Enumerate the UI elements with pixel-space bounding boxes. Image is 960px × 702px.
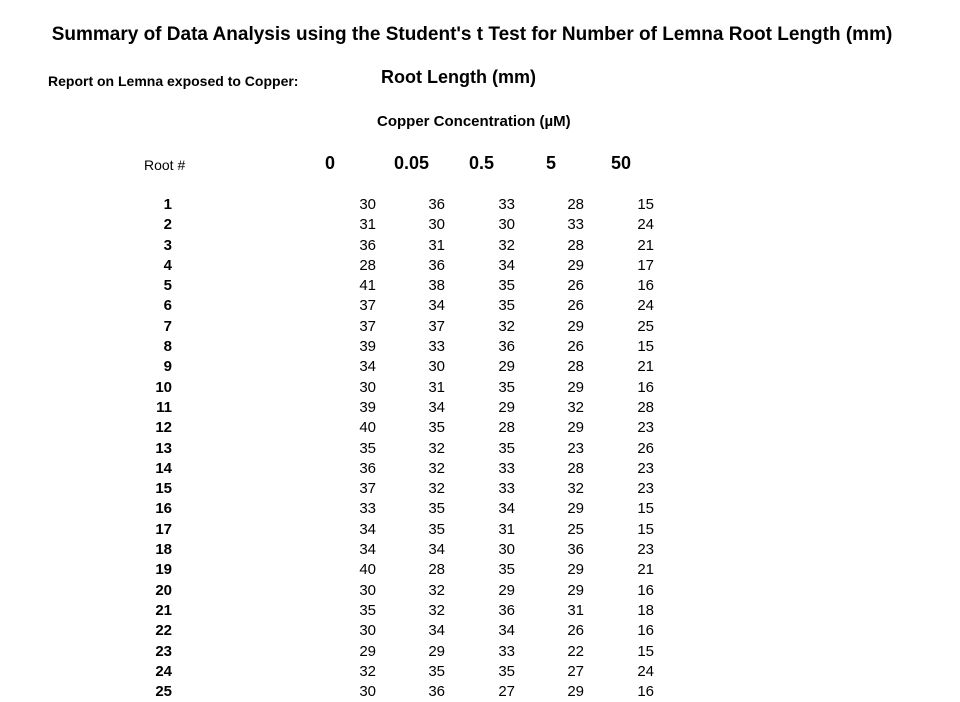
column-header-0-5: 0.5 <box>469 153 495 173</box>
root-number: 4 <box>163 256 172 274</box>
table-cell: 35 <box>498 561 515 579</box>
table-cell: 24 <box>637 216 654 234</box>
root-number: 25 <box>155 683 172 701</box>
table-row <box>0 540 960 560</box>
table-cell: 29 <box>567 317 584 335</box>
table-cell: 35 <box>498 662 515 680</box>
table-row <box>0 662 960 682</box>
table-cell: 35 <box>359 439 376 457</box>
table-cell: 34 <box>498 500 515 518</box>
table-row <box>0 642 960 662</box>
table-cell: 40 <box>359 561 376 579</box>
table-cell: 33 <box>498 642 515 660</box>
table-cell: 34 <box>428 622 445 640</box>
table-cell: 35 <box>498 378 515 396</box>
table-cell: 17 <box>637 256 654 274</box>
column-header-5: 5 <box>546 153 557 173</box>
table-row <box>0 439 960 459</box>
table-cell: 36 <box>498 338 515 356</box>
table-cell: 34 <box>359 358 376 376</box>
table-cell: 39 <box>359 398 376 416</box>
table-cell: 16 <box>637 622 654 640</box>
table-cell: 37 <box>359 297 376 315</box>
table-row <box>0 398 960 418</box>
root-number: 8 <box>163 338 172 356</box>
table-cell: 29 <box>498 358 515 376</box>
table-cell: 34 <box>359 541 376 559</box>
table-cell: 30 <box>359 378 376 396</box>
table-row <box>0 621 960 641</box>
table-cell: 29 <box>498 398 515 416</box>
column-header-0: 0 <box>325 153 336 173</box>
table-cell: 16 <box>637 277 654 295</box>
table-row <box>0 357 960 377</box>
root-number: 9 <box>163 358 172 376</box>
table-row <box>0 601 960 621</box>
table-cell: 32 <box>359 662 376 680</box>
table-cell: 24 <box>637 297 654 315</box>
table-cell: 37 <box>359 480 376 498</box>
table-cell: 36 <box>428 256 445 274</box>
table-cell: 29 <box>428 642 445 660</box>
table-cell: 41 <box>359 277 376 295</box>
table-cell: 29 <box>567 500 584 518</box>
table-cell: 15 <box>637 196 654 213</box>
table-cell: 34 <box>359 520 376 538</box>
table-row <box>0 520 960 540</box>
table-cell: 35 <box>359 601 376 619</box>
table-cell: 30 <box>428 216 445 234</box>
table-cell: 35 <box>498 297 515 315</box>
table-cell: 23 <box>637 541 654 559</box>
table-cell: 36 <box>428 683 445 701</box>
root-number: 15 <box>155 480 172 498</box>
table-cell: 15 <box>637 500 654 518</box>
root-number-header: Root # <box>144 157 186 173</box>
table-cell: 39 <box>359 338 376 356</box>
data-table <box>0 195 960 702</box>
table-cell: 25 <box>637 317 654 335</box>
table-cell: 21 <box>637 561 654 579</box>
table-cell: 40 <box>359 419 376 437</box>
column-header-50: 50 <box>611 153 632 173</box>
root-number: 22 <box>155 622 172 640</box>
table-cell: 15 <box>637 520 654 538</box>
table-cell: 35 <box>498 439 515 457</box>
table-cell: 15 <box>637 338 654 356</box>
page-title: Summary of Data Analysis using the Student's t Test for Number of Lemna Root Length (mm) <box>51 24 893 45</box>
table-cell: 34 <box>428 541 445 559</box>
table-cell: 28 <box>567 196 584 213</box>
table-cell: 33 <box>428 338 445 356</box>
table-cell: 36 <box>428 196 445 213</box>
table-row <box>0 236 960 256</box>
table-cell: 32 <box>428 601 445 619</box>
table-cell: 31 <box>359 216 376 234</box>
table-cell: 32 <box>567 480 584 498</box>
table-row <box>0 296 960 316</box>
root-number: 3 <box>163 236 172 254</box>
table-cell: 36 <box>359 459 376 477</box>
table-cell: 16 <box>637 683 654 701</box>
root-number: 12 <box>155 419 172 437</box>
table-cell: 18 <box>637 601 654 619</box>
table-cell: 27 <box>567 662 584 680</box>
table-row <box>0 337 960 357</box>
table-cell: 32 <box>498 317 515 335</box>
table-row <box>0 276 960 296</box>
table-cell: 30 <box>428 358 445 376</box>
root-number: 2 <box>163 216 172 234</box>
root-number: 6 <box>163 297 172 315</box>
table-cell: 23 <box>567 439 584 457</box>
table-cell: 34 <box>498 256 515 274</box>
table-cell: 38 <box>428 277 445 295</box>
table-cell: 29 <box>567 581 584 599</box>
root-number: 1 <box>163 196 172 213</box>
measure-title: Root Length (mm) <box>381 67 536 87</box>
table-cell: 29 <box>498 581 515 599</box>
table-cell: 31 <box>428 236 445 254</box>
root-number: 13 <box>155 439 172 457</box>
table-row <box>0 378 960 398</box>
table-row <box>0 459 960 479</box>
table-cell: 34 <box>498 622 515 640</box>
table-cell: 31 <box>428 378 445 396</box>
table-cell: 29 <box>359 642 376 660</box>
table-cell: 32 <box>428 439 445 457</box>
table-cell: 28 <box>567 358 584 376</box>
root-number: 20 <box>155 581 172 599</box>
table-cell: 28 <box>567 236 584 254</box>
table-row <box>0 581 960 601</box>
table-cell: 37 <box>359 317 376 335</box>
table-cell: 27 <box>498 683 515 701</box>
table-cell: 28 <box>428 561 445 579</box>
table-cell: 33 <box>498 196 515 213</box>
root-number: 21 <box>155 601 172 619</box>
table-cell: 32 <box>498 236 515 254</box>
table-cell: 34 <box>428 297 445 315</box>
root-number: 24 <box>155 662 172 680</box>
table-cell: 32 <box>428 459 445 477</box>
table-cell: 26 <box>567 297 584 315</box>
table-row <box>0 499 960 519</box>
table-cell: 15 <box>637 642 654 660</box>
column-header-0-05: 0.05 <box>394 153 430 173</box>
table-cell: 29 <box>567 419 584 437</box>
root-number: 17 <box>155 520 172 538</box>
root-number: 10 <box>155 378 172 396</box>
table-cell: 16 <box>637 581 654 599</box>
table-cell: 32 <box>567 398 584 416</box>
table-cell: 28 <box>498 419 515 437</box>
report-label: Report on Lemna exposed to Copper: <box>48 73 299 89</box>
table-cell: 30 <box>498 216 515 234</box>
table-cell: 28 <box>567 459 584 477</box>
table-cell: 35 <box>428 520 445 538</box>
table-cell: 32 <box>428 480 445 498</box>
table-cell: 23 <box>637 419 654 437</box>
table-cell: 26 <box>637 439 654 457</box>
root-number: 19 <box>155 561 172 579</box>
table-cell: 29 <box>567 683 584 701</box>
table-row <box>0 479 960 499</box>
table-cell: 29 <box>567 378 584 396</box>
table-cell: 33 <box>359 500 376 518</box>
table-row <box>0 560 960 580</box>
table-cell: 23 <box>637 480 654 498</box>
table-cell: 30 <box>359 622 376 640</box>
table-cell: 33 <box>498 480 515 498</box>
root-number: 18 <box>155 541 172 559</box>
table-cell: 30 <box>359 683 376 701</box>
table-cell: 21 <box>637 236 654 254</box>
root-number: 11 <box>156 398 172 416</box>
root-number: 16 <box>155 500 172 518</box>
table-cell: 37 <box>428 317 445 335</box>
root-number: 23 <box>155 642 172 660</box>
table-cell: 33 <box>498 459 515 477</box>
table-cell: 35 <box>498 277 515 295</box>
table-cell: 28 <box>359 256 376 274</box>
table-row <box>0 418 960 438</box>
table-cell: 34 <box>428 398 445 416</box>
table-cell: 31 <box>567 601 584 619</box>
table-cell: 22 <box>567 642 584 660</box>
table-cell: 30 <box>498 541 515 559</box>
table-cell: 25 <box>567 520 584 538</box>
table-cell: 31 <box>498 520 515 538</box>
table-cell: 23 <box>637 459 654 477</box>
root-number: 14 <box>155 459 172 477</box>
table-cell: 32 <box>428 581 445 599</box>
table-cell: 26 <box>567 622 584 640</box>
root-number: 5 <box>163 277 172 295</box>
table-cell: 35 <box>428 662 445 680</box>
table-cell: 21 <box>637 358 654 376</box>
root-number: 7 <box>163 317 172 335</box>
table-cell: 29 <box>567 256 584 274</box>
table-cell: 36 <box>567 541 584 559</box>
table-cell: 30 <box>359 196 376 213</box>
concentration-label: Copper Concentration (µM) <box>377 113 571 130</box>
table-cell: 26 <box>567 277 584 295</box>
table-cell: 29 <box>567 561 584 579</box>
table-cell: 35 <box>428 419 445 437</box>
table-cell: 33 <box>567 216 584 234</box>
table-row <box>0 256 960 276</box>
table-row <box>0 317 960 337</box>
table-row <box>0 215 960 235</box>
table-row <box>0 195 960 215</box>
table-cell: 16 <box>637 378 654 396</box>
table-cell: 35 <box>428 500 445 518</box>
table-cell: 24 <box>637 662 654 680</box>
table-cell: 30 <box>359 581 376 599</box>
table-cell: 36 <box>498 601 515 619</box>
table-cell: 28 <box>637 398 654 416</box>
table-cell: 26 <box>567 338 584 356</box>
table-row <box>0 682 960 702</box>
table-cell: 36 <box>359 236 376 254</box>
